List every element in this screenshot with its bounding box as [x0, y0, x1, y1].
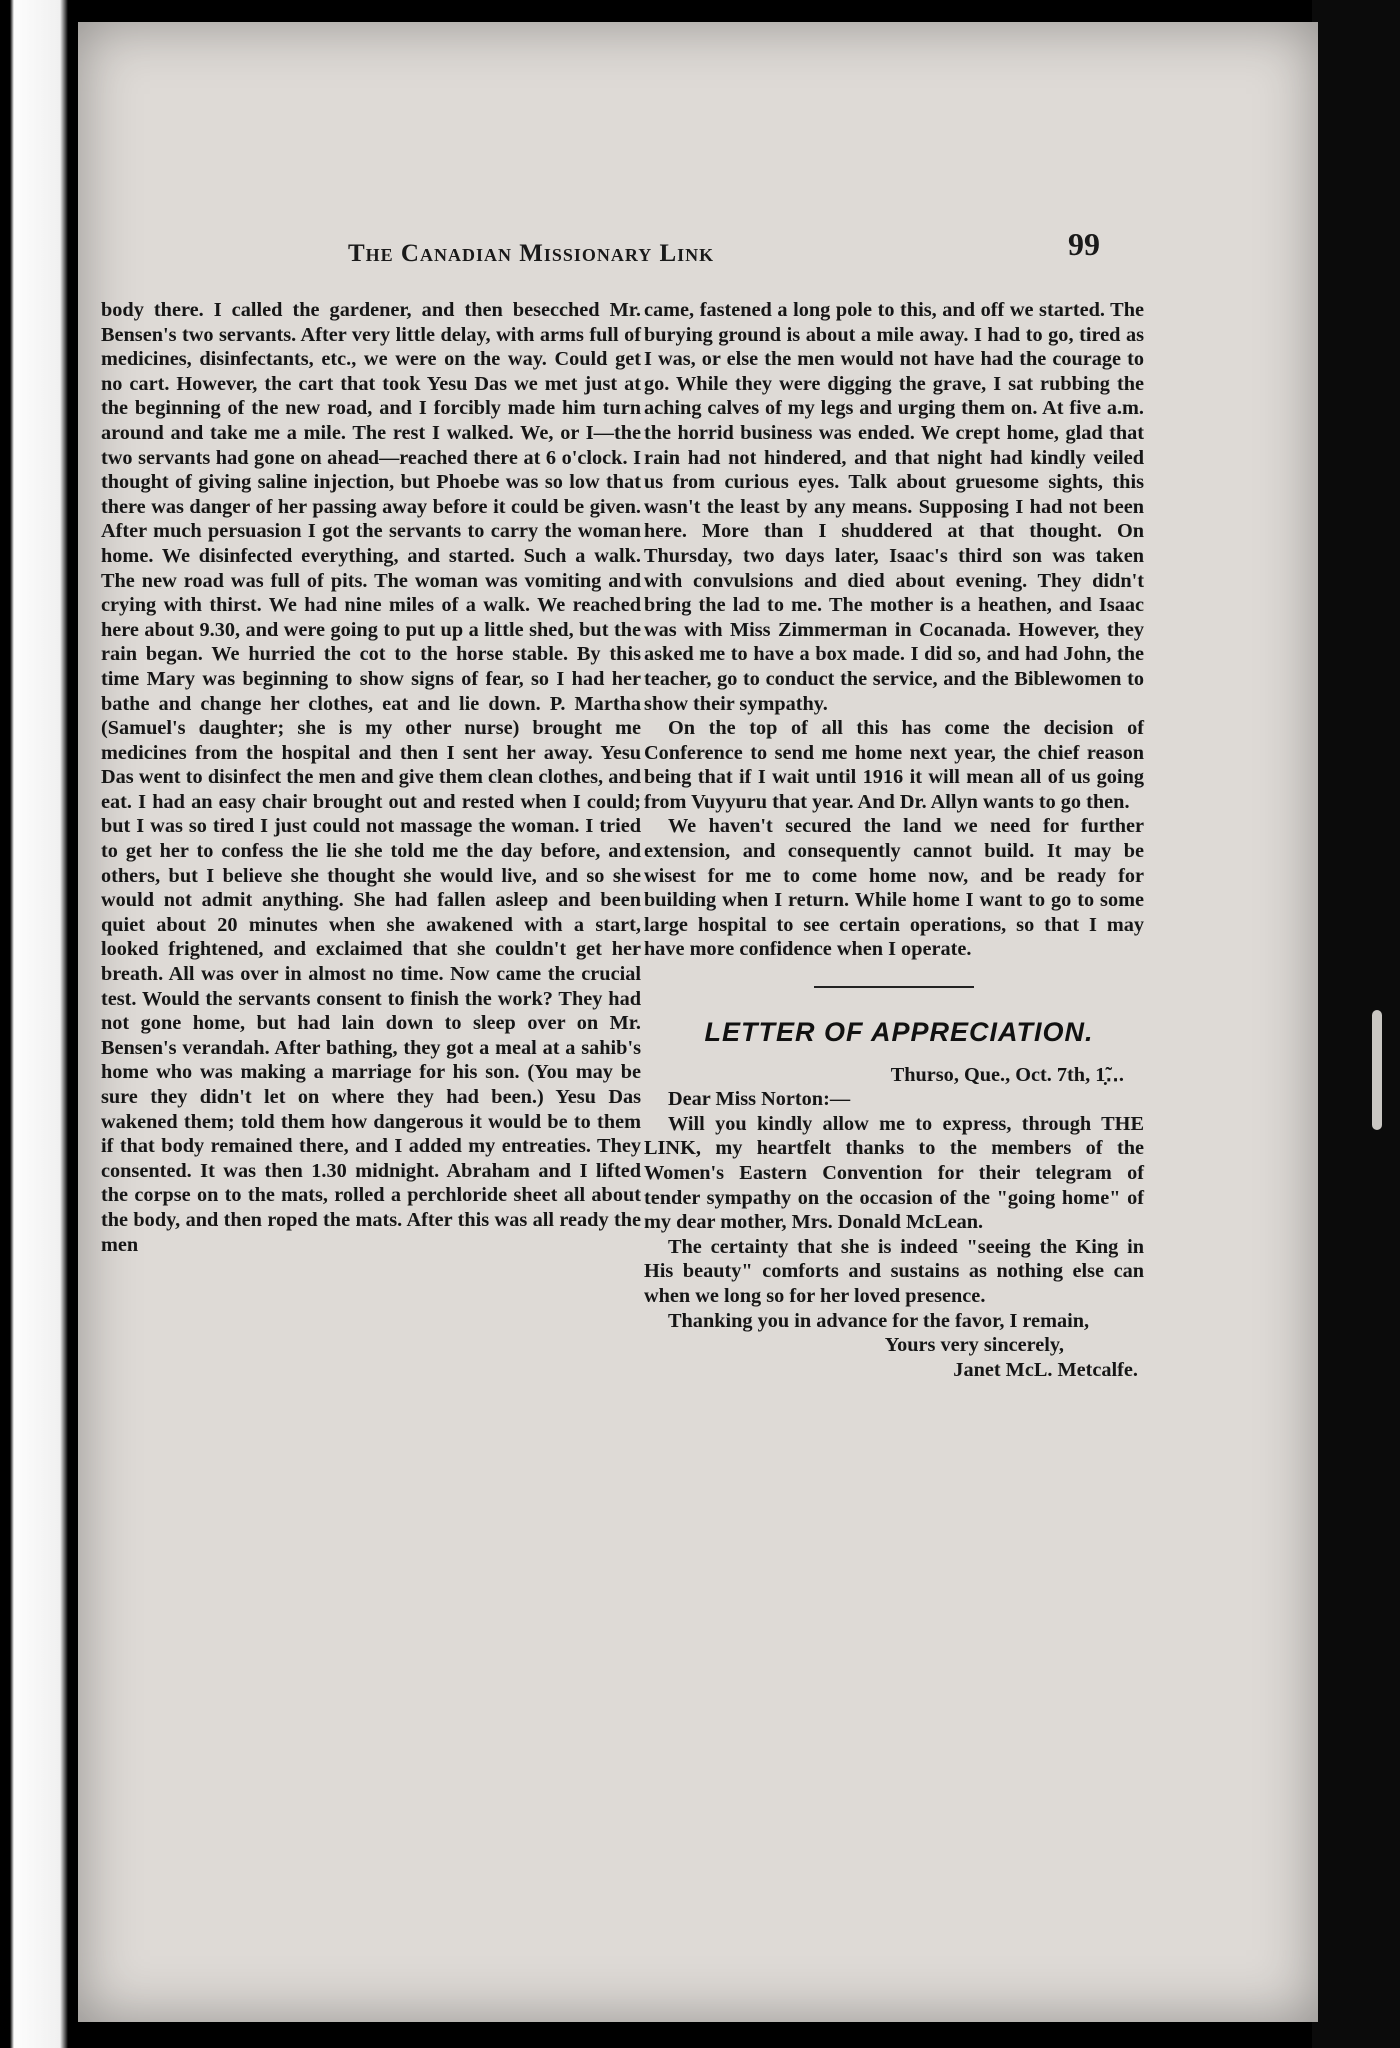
letter-salutation: Dear Miss Norton:—	[668, 1088, 851, 1111]
book-spine	[1312, 0, 1400, 2048]
letter-closing: Yours very sincerely,	[884, 1334, 1064, 1357]
left-paragraph: body there. I called the gardener, and then besecched Mr. Bensen's two servants. After very little delay, with arms full of medicines, disinfectants, etc., we were on the way. Could get no cart. However, the cart that took Yesu Das we met just at the beginning of the new road, and I forcibly made him turn around and take me a mile. The rest I walked. We, or I—the two servants had gone on ahead—reached there at 6 o'clock. I thought of giving saline injection, but Phoebe was so low that there was danger of her passing away before it could be given. After much persuasion I got the servants to carry the woman home. We disinfected everything, and started. Such a walk. The new road was full of pits. The woman was vomiting and crying with thirst. We had nine miles of a walk. We reached here about 9.30, and were going to put up a little shed, but the rain began. We hurried the cot to the horse stable. By this time Mary was beginning to show signs of fear, so I had her bathe and change her clothes, eat and lie down. P. Martha (Samuel's daughter; she is my other nurse) brought me medicines from the hospital and then I sent her away. Yesu Das went to disinfect the men and give them clean clothes, and eat. I had an easy chair brought out and rested when I could; but I was so tired I just could not massage the woman. I tried to get her to confess the lie she told me the day before, and others, but I believe she thought she would live, and so she would not admit anything. She had fallen asleep and been quiet about 20 minutes when she awakened with a start, looked frightened, and exclaimed that she couldn't get her breath. All was over in almost no time. Now came the crucial test. Would the servants consent to finish the work? They had not gone home, but had lain down to sleep over on Mr. Bensen's verandah. After bathing, they got a meal at a sahib's home who was making a marriage for his son. (You may be sure they didn't let on where they had been.) Yesu Das wakened them; told them how dangerous it would be to them if that body remained there, and I added my entreaties. They consented. It was then 1.30 midnight. Abraham and I lifted the corpse on to the mats, rolled a perchloride sheet all about the body, and then roped the mats. After this was all ready the men	[101, 299, 641, 1256]
letter-signature: Janet McL. Metcalfe.	[953, 1358, 1138, 1381]
letter-heading: LETTER OF APPRECIATION.	[704, 1017, 1094, 1048]
letter-dateline: Thurso, Que., Oct. 7th, 1̣̃․․.	[890, 1063, 1124, 1086]
page-header	[78, 222, 1318, 272]
page-number: 99	[1068, 226, 1100, 262]
letter-paragraph: Thanking you in advance for the favor, I remain,	[668, 1309, 1090, 1332]
letter-paragraph: Will you kindly allow me to express, through THE LINK, my heartfelt thanks to the members of the Women's Eastern Convention for their telegram of tender sympathy on the occasion of the "going home" of my dear mother, Mrs. Donald McLean.	[644, 1112, 1144, 1234]
right-paragraph: We haven't secured the land we need for further extension, and consequently cannot build. It may be wisest for me to come home now, and be ready for building when I return. While home I want to go to some large hospital to see certain operations, so that I may have more confidence when I operate.	[644, 815, 1144, 961]
right-column	[644, 298, 1144, 1382]
letter-paragraph: The certainty that she is indeed "seeing the King in His beauty" comforts and sustains as nothing else can when we long so for her loved presence.	[644, 1235, 1144, 1307]
section-divider	[814, 986, 974, 988]
magazine-page	[78, 22, 1318, 2022]
running-title: The Canadian Missionary Link	[348, 240, 715, 267]
binding-clip	[1372, 1010, 1382, 1130]
right-paragraph: On the top of all this has come the decision of Conference to send me home next year, the chief reason being that if I wait until 1916 it will mean all of us going from Vuyyuru that year. And Dr. Allyn wants to go then.	[644, 717, 1144, 813]
film-edge	[0, 0, 72, 2048]
left-column	[101, 298, 641, 1257]
right-paragraph: came, fastened a long pole to this, and off we started. The burying ground is about a mile away. I had to go, tired as I was, or else the men would not have had the courage to go. While they were digging the grave, I sat rubbing the aching calves of my legs and urging them on. At five a.m. the horrid business was ended. We crept home, glad that rain had not hindered, and that night had kindly veiled us from curious eyes. Talk about gruesome sights, this wasn't the least by any means. Supposing I had not been here. More than I shuddered at that thought. On Thursday, two days later, Isaac's third son was taken with convulsions and died about evening. They didn't bring the lad to me. The mother is a heathen, and Isaac was with Miss Zimmerman in Cocanada. However, they asked me to have a box made. I did so, and had John, the teacher, go to conduct the service, and the Biblewomen to show their sympathy.	[644, 299, 1144, 715]
